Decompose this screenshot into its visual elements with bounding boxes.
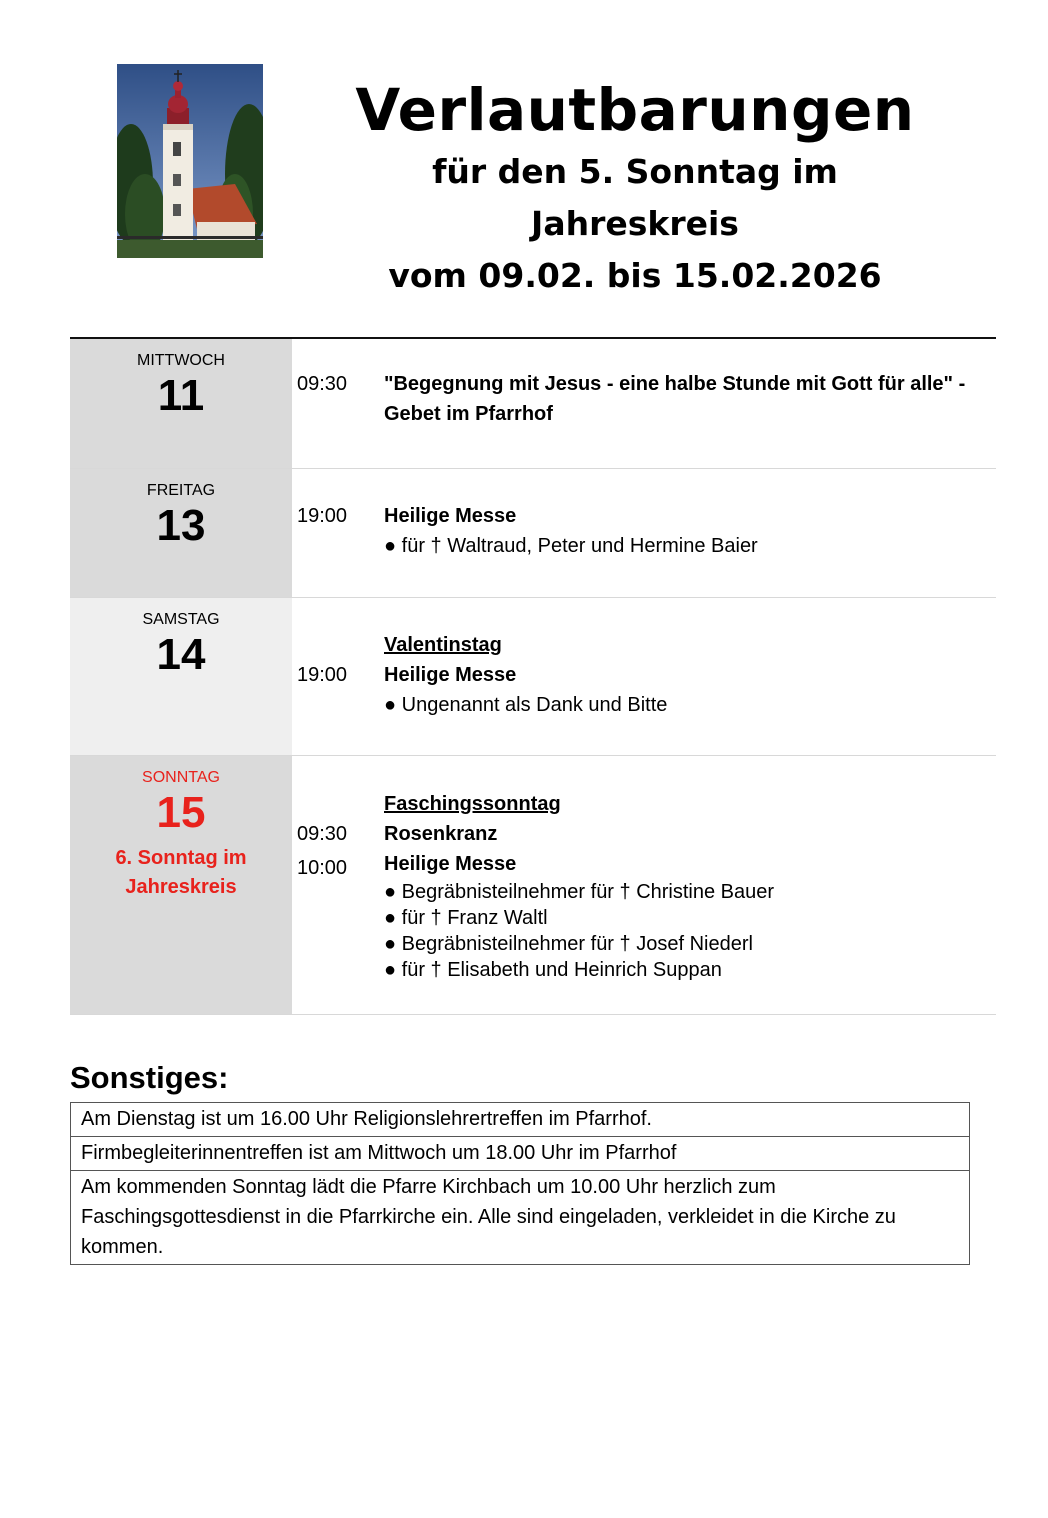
event-title: Heilige Messe bbox=[384, 853, 517, 875]
day-events bbox=[292, 756, 996, 1014]
day-events bbox=[292, 339, 996, 468]
liturgical-note: 6. Sonntag im Jahreskreis bbox=[115, 847, 247, 898]
page-title: Verlautbarungen bbox=[355, 76, 915, 144]
notice-text: Am kommenden Sonntag lädt die Pfarre Kirchbach um 10.00 Uhr herzlich zum Faschingsgottesdienst in die Pfarrkirche ein. Alle sind eingeladen, verkleidet in die Kirche zu kommen. bbox=[71, 1171, 970, 1265]
notice-text: Am Dienstag ist um 16.00 Uhr Religionslehrertreffen im Pfarrhof. bbox=[71, 1103, 970, 1137]
day-events bbox=[292, 598, 996, 755]
sonstiges-heading: Sonstiges: bbox=[70, 1060, 229, 1095]
date-range: vom 09.02. bis 15.02.2026 bbox=[388, 256, 882, 295]
church-tower-image bbox=[117, 64, 263, 258]
event bbox=[297, 369, 996, 429]
intention-item: ● Ungenannt als Dank und Bitte bbox=[384, 694, 668, 716]
day-number: 13 bbox=[156, 501, 206, 550]
day-label bbox=[70, 756, 292, 1014]
weekday: FREITAG bbox=[146, 482, 216, 499]
sonstiges-table bbox=[70, 1102, 970, 1265]
event-time: 19:00 bbox=[297, 505, 348, 527]
intention-list bbox=[297, 531, 996, 561]
intention-item: ● Begräbnisteilnehmer für † Christine Bauer bbox=[384, 881, 775, 903]
day-number: 14 bbox=[156, 630, 206, 679]
day-number: 15 bbox=[156, 788, 206, 837]
event-time: 09:30 bbox=[297, 823, 348, 845]
intention-item: ● für † Waltraud, Peter und Hermine Baier bbox=[384, 535, 758, 557]
table-row bbox=[71, 1171, 970, 1265]
day-row-wednesday bbox=[70, 339, 996, 469]
event-time: 19:00 bbox=[297, 664, 348, 686]
day-row-friday bbox=[70, 469, 996, 598]
day-label bbox=[70, 598, 292, 755]
intention-item: ● Begräbnisteilnehmer für † Josef Niederl bbox=[384, 933, 753, 955]
day-heading: Faschingssonntag bbox=[384, 793, 561, 815]
page-header bbox=[330, 74, 940, 302]
event bbox=[297, 501, 996, 531]
table-row bbox=[71, 1137, 970, 1171]
day-row-sunday bbox=[70, 756, 996, 1015]
table-row bbox=[71, 1103, 970, 1137]
day-label bbox=[70, 469, 292, 597]
intention-item: ● für † Franz Waltl bbox=[384, 907, 548, 929]
day-row-saturday bbox=[70, 598, 996, 756]
notice-text: Firmbegleiterinnentreffen ist am Mittwoch um 18.00 Uhr im Pfarrhof bbox=[71, 1137, 970, 1171]
event-time: 10:00 bbox=[297, 857, 348, 879]
day-number: 11 bbox=[157, 371, 205, 420]
intention-list bbox=[297, 879, 996, 983]
intention-item: ● für † Elisabeth und Heinrich Suppan bbox=[384, 959, 722, 981]
event-title: Heilige Messe bbox=[384, 664, 517, 686]
day-events bbox=[292, 469, 996, 597]
church-photo bbox=[117, 64, 263, 258]
schedule-table bbox=[70, 339, 996, 1015]
event-title: "Begegnung mit Jesus - eine halbe Stunde mit Gott für alle" - Gebet im Pfarrhof bbox=[384, 373, 966, 425]
event bbox=[297, 660, 996, 690]
day-label bbox=[70, 339, 292, 468]
weekday: MITTWOCH bbox=[137, 352, 225, 369]
intention-list bbox=[297, 690, 996, 720]
weekday: SAMSTAG bbox=[142, 611, 220, 628]
event-title: Rosenkranz bbox=[384, 823, 498, 845]
weekday: SONNTAG bbox=[142, 769, 220, 786]
page-subtitle: für den 5. Sonntag im Jahreskreis bbox=[432, 152, 838, 243]
event-title: Heilige Messe bbox=[384, 505, 517, 527]
event bbox=[297, 849, 996, 879]
event-time: 09:30 bbox=[297, 373, 348, 395]
event bbox=[297, 819, 996, 849]
day-heading: Valentinstag bbox=[384, 634, 502, 656]
